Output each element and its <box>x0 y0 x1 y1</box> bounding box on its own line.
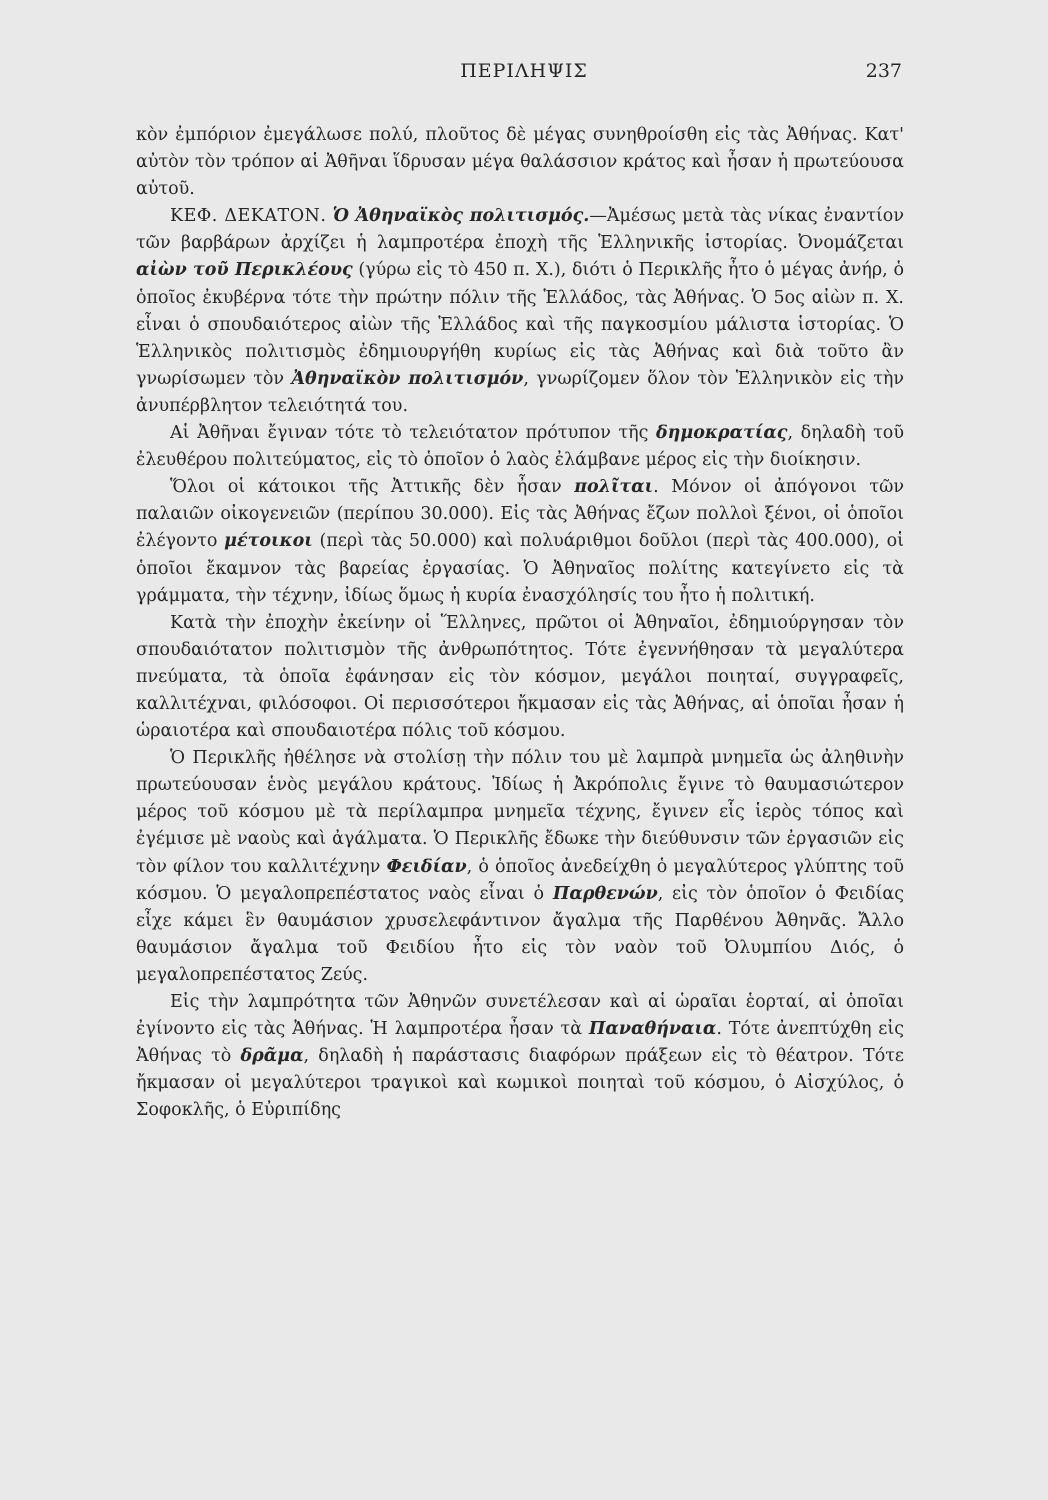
text-run: —Ἀμέσως μετὰ τὰς νίκας ἐναντίον τῶν βαρβάρων ἀρχίζει ἡ λαμπροτέρα ἐποχὴ τῆς Ἑλληνικῆς ἱστορίας. Ὀνομάζεται <box>136 206 904 254</box>
chapter-title: Ὁ Ἀθηναϊκὸς πολιτισμός. <box>332 206 590 227</box>
emphasis-term: Παρθενών <box>552 883 658 904</box>
text-run: . Τότε ἀνεπτύχθη εἰς Ἀθήνας τὸ <box>136 1019 904 1067</box>
paragraph-continuation: κὸν ἐμπόριον ἐμεγάλωσε πολύ, πλοῦτος δὲ μέγας συνηθροίσθη εἰς τὰς Ἀθήνας. Κατ' αὐτὸν τὸν τρόπον αἱ Ἀθῆναι ἵδρυσαν μέγα θαλάσσιον κράτος καὶ ἦσαν ἡ πρωτεύουσα αὐτοῦ. <box>136 125 904 200</box>
page-number: 237 <box>865 60 902 82</box>
text-run: Ὅλοι οἱ κάτοικοι τῆς Ἀττικῆς δὲν ἦσαν <box>170 477 575 498</box>
text-run: Εἰς τὴν λαμπρότητα τῶν Ἀθηνῶν συνετέλεσαν καὶ αἱ ὡραῖαι ἑορταί, αἱ ὁποῖαι ἐγίνοντο εἰς τὰς Ἀθήνας. Ἡ λαμπροτέρα ἦσαν τὰ <box>136 992 904 1040</box>
paragraph-pericles <box>136 745 904 989</box>
paragraph-citizens <box>136 474 904 609</box>
text-run: (γύρω εἰς τὸ 450 π. Χ.), διότι ὁ Περικλῆς ἦτο ὁ μέγας ἀνήρ, ὁ ὁποῖος ἐκυβέρνα τότε τὴν πρώτην πόλιν τῆς Ἑλλάδος, τὰς Ἀθήνας. Ὁ 5ος αἰὼν π. Χ. εἶναι ὁ σπουδαιότερος αἰὼν τῆς Ἑλλάδος καὶ τῆς παγκοσμίου μάλιστα ἱστορίας. Ὁ Ἑλληνικὸς πολιτισμὸς ἐδημιουργήθη κυρίως εἰς τὰς Ἀθήνας καὶ διὰ τοῦτο ἂν γνωρίσωμεν τὸν <box>136 260 904 389</box>
running-head: ΠΕΡΙΛΗΨΙΣ <box>460 60 588 82</box>
text-run: , δηλαδὴ ἡ παράστασις διαφόρων πράξεων εἰς τὸ θέατρον. Τότε ἤκμασαν οἱ μεγαλύτεροι τραγικοὶ καὶ κωμικοὶ ποιηταὶ τοῦ κόσμου, ὁ Αἰσχύλος, ὁ Σοφοκλῆς, ὁ Εὐριπίδης <box>136 1046 904 1121</box>
text-run: , ὁ ὁποῖος ἀνεδείχθη ὁ μεγαλύτερος γλύπτης τοῦ κόσμου. Ὁ μεγαλοπρεπέστατος ναὸς εἶναι ὁ <box>136 856 904 904</box>
text-run: , γνωρίζομεν ὅλον τὸν Ἑλληνικὸν εἰς τὴν ἀνυπέρβλητον τελειότητά του. <box>136 368 904 416</box>
chapter-paragraph <box>136 203 904 420</box>
text-run: Αἱ Ἀθῆναι ἔγιναν τότε τὸ τελειότατον πρότυπον τῆς <box>170 423 656 444</box>
paragraph-democracy <box>136 420 904 474</box>
emphasis-term: αἰὼν τοῦ Περικλέους <box>136 260 353 281</box>
emphasis-term: δημοκρατίας <box>656 423 788 444</box>
emphasis-term: Φειδίαν <box>386 856 467 877</box>
text-run: . Μόνον οἱ ἀπόγονοι τῶν παλαιῶν οἰκογενειῶν (περίπου 30.000). Εἰς τὰς Ἀθήνας ἔζων πολλοὶ ξένοι, οἱ ὁποῖοι ἐλέγοντο <box>136 477 904 552</box>
text-run: Ὁ Περικλῆς ἠθέλησε νὰ στολίσῃ τὴν πόλιν του μὲ λαμπρὰ μνημεῖα ὡς ἀληθινὴν πρωτεύουσαν ἑνὸς μεγάλου κράτους. Ἰδίως ἡ Ἀκρόπολις ἔγινε τὸ θαυμασιώτερον μέρος τοῦ κόσμου μὲ τὰ περίλαμπρα μνημεῖα τέχνης, ἔγινεν εἷς ἱερὸς τόπος καὶ ἐγέμισε μὲ ναοὺς καὶ ἀγάλματα. Ὁ Περικλῆς ἔδωκε τὴν διεύθυνσιν τῶν ἐργασιῶν εἰς τὸν φίλον του καλλιτέχνην <box>136 748 904 877</box>
page-header <box>0 60 1048 90</box>
paragraph-festivals <box>136 989 904 1124</box>
emphasis-term: πολῖται <box>574 477 654 498</box>
body-text <box>136 122 904 1124</box>
text-run: , δηλαδὴ τοῦ ἐλευθέρου πολιτεύματος, εἰς τὸ ὁποῖον ὁ λαὸς ἐλάμβανε μέρος εἰς τὴν διοίκησιν. <box>136 423 904 471</box>
emphasis-term: μέτοικοι <box>224 531 313 552</box>
chapter-heading: ΚΕΦ. ΔΕΚΑΤΟΝ. <box>170 206 327 227</box>
text-run: (περὶ τὰς 50.000) καὶ πολυάριθμοι δοῦλοι (περὶ τὰς 400.000), οἱ ὁποῖοι ἔκαμνον τὰς βαρείας ἐργασίας. Ὁ Ἀθηναῖος πολίτης κατεγίνετο εἰς τὰ γράμματα, τὴν τέχνην, ἰδίως ὅμως ἡ κυρία ἐνασχόλησίς του ἦτο ἡ πολιτική. <box>136 531 905 606</box>
emphasis-term: Παναθήναια <box>588 1019 717 1040</box>
emphasis-term: δρᾶμα <box>240 1046 304 1067</box>
emphasis-term: Ἀθηναϊκὸν πολιτισμόν <box>291 368 524 389</box>
text-run: , εἰς τὸν ὁποῖον ὁ Φειδίας εἶχε κάμει ἓν θαυμάσιον χρυσελεφάντινον ἄγαλμα τῆς Παρθένου Ἀθηνᾶς. Ἄλλο θαυμάσιον ἄγαλμα τοῦ Φειδίου ἦτο εἰς τὸν ναὸν τοῦ Ὀλυμπίου Διός, ὁ μεγαλοπρεπέστατος Ζεύς. <box>136 883 904 985</box>
paragraph-civilization: Κατὰ τὴν ἐποχὴν ἐκείνην οἱ Ἕλληνες, πρῶτοι οἱ Ἀθηναῖοι, ἐδημιούργησαν τὸν σπουδαιότατον πολιτισμὸν τῆς ἀνθρωπότητος. Τότε ἐγεννήθησαν τὰ μεγαλύτερα πνεύματα, τὰ ὁποῖα ἐφάνησαν εἰς τὸν κόσμον, μεγάλοι ποιηταί, συγγραφεῖς, καλλιτέχναι, φιλόσοφοι. Οἱ περισσότεροι ἤκμασαν εἰς τὰς Ἀθήνας, αἱ ὁποῖαι ἦσαν ἡ ὡραιοτέρα καὶ σπουδαιοτέρα πόλις τοῦ κόσμου. <box>136 612 904 742</box>
